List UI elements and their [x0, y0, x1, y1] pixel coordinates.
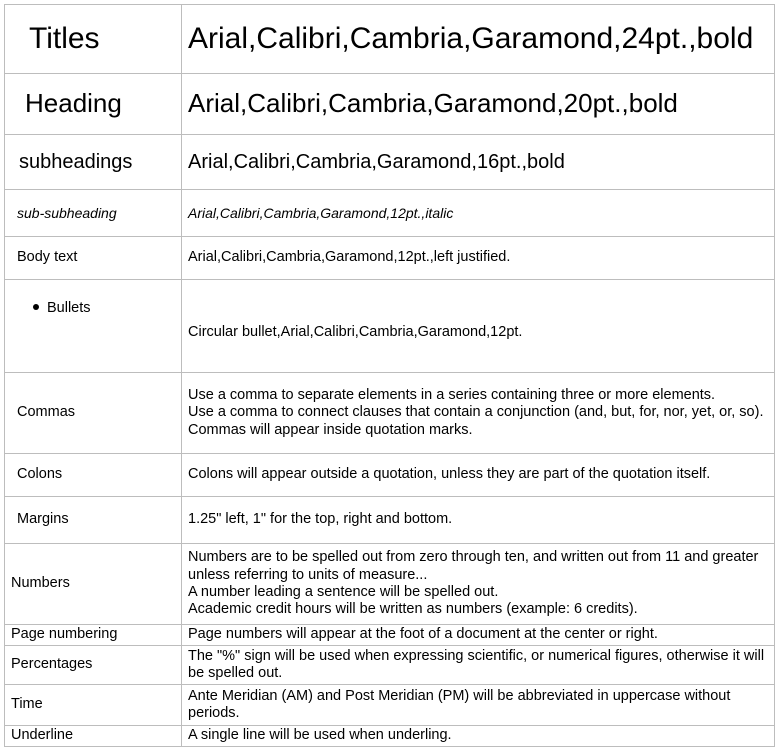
- numbers-line-2: A number leading a sentence will be spelled out.: [188, 584, 499, 600]
- bullet-icon: [33, 304, 39, 310]
- row-label-page-numbering: Page numbering: [5, 625, 182, 646]
- row-value-body-text: Arial,Calibri,Cambria,Garamond,12pt.,left justified.: [182, 237, 775, 280]
- row-label-sub-subheading: sub-subheading: [5, 190, 182, 237]
- row-label-heading: Heading: [5, 74, 182, 135]
- row-value-margins: 1.25" left, 1" for the top, right and bottom.: [182, 497, 775, 544]
- table-row: [5, 280, 775, 373]
- table-row: [5, 646, 775, 685]
- row-value-percentages: The "%" sign will be used when expressing scientific, or numerical figures, otherwise it will be spelled out.: [182, 646, 775, 685]
- table-row: [5, 5, 775, 74]
- table-row: [5, 74, 775, 135]
- row-label-body-text: Body text: [5, 237, 182, 280]
- row-label-titles: Titles: [5, 5, 182, 74]
- row-value-page-numbering: Page numbers will appear at the foot of a document at the center or right.: [182, 625, 775, 646]
- table-row: [5, 135, 775, 190]
- row-value-numbers: [182, 544, 775, 625]
- commas-line-2: Use a comma to connect clauses that contain a conjunction (and, but, for, nor, yet, or, so).: [188, 404, 764, 421]
- commas-line-1: Use a comma to separate elements in a series containing three or more elements.: [188, 386, 716, 403]
- table-row: [5, 373, 775, 454]
- row-value-heading: Arial,Calibri,Cambria,Garamond,20pt.,bold: [182, 74, 775, 135]
- row-value-underline: A single line will be used when underling.: [182, 726, 775, 747]
- row-label-bullets: Bullets: [47, 300, 91, 316]
- row-value-titles: Arial,Calibri,Cambria,Garamond,24pt.,bold: [182, 5, 775, 74]
- row-label-time: Time: [5, 685, 182, 726]
- row-value-commas: [182, 373, 775, 454]
- table-row: [5, 685, 775, 726]
- table-row: [5, 544, 775, 625]
- numbers-line-3: Academic credit hours will be written as numbers (example: 6 credits).: [188, 601, 638, 618]
- row-label-subheadings: subheadings: [5, 135, 182, 190]
- table-row: [5, 726, 775, 747]
- table-row: [5, 190, 775, 237]
- table-row: [5, 625, 775, 646]
- row-label-underline: Underline: [5, 726, 182, 747]
- row-label-margins: Margins: [5, 497, 182, 544]
- row-value-time: Ante Meridian (AM) and Post Meridian (PM) will be abbreviated in uppercase without periods.: [182, 685, 775, 726]
- style-guide-table: [4, 4, 775, 747]
- row-label-bullets-cell: [5, 280, 182, 373]
- row-label-numbers: Numbers: [5, 544, 182, 625]
- numbers-line-1: Numbers are to be spelled out from zero through ten, and written out from 11 and greater unless referring to units of measure...: [188, 549, 759, 583]
- row-value-colons: Colons will appear outside a quotation, unless they are part of the quotation itself.: [182, 454, 775, 497]
- table-row: [5, 454, 775, 497]
- row-value-bullets: Circular bullet,Arial,Calibri,Cambria,Garamond,12pt.: [182, 280, 775, 373]
- table-row: [5, 237, 775, 280]
- table-row: [5, 497, 775, 544]
- row-value-sub-subheading: Arial,Calibri,Cambria,Garamond,12pt.,italic: [182, 190, 775, 237]
- commas-line-3: Commas will appear inside quotation marks.: [188, 421, 473, 438]
- row-label-percentages: Percentages: [5, 646, 182, 685]
- row-value-subheadings: Arial,Calibri,Cambria,Garamond,16pt.,bold: [182, 135, 775, 190]
- row-label-commas: Commas: [5, 373, 182, 454]
- row-label-colons: Colons: [5, 454, 182, 497]
